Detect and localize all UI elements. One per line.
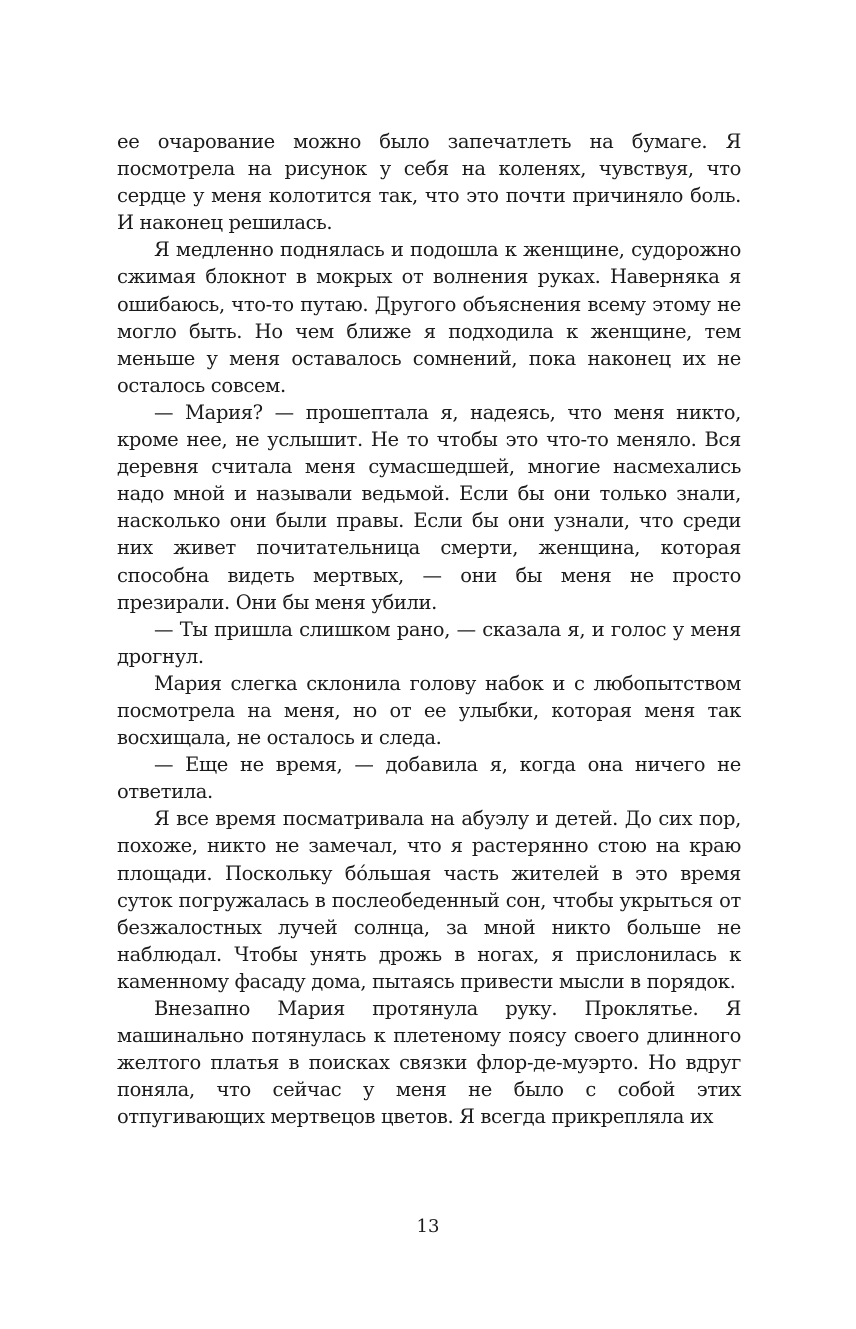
paragraph: Мария слегка склонила голову набок и с любопытством посмотрела на меня, но от ее улыбки, которая меня так восхищала, не осталось и следа. bbox=[117, 671, 741, 750]
paragraph: Внезапно Мария протянула руку. Проклятье. Я машинально потянулась к плетеному поясу своего длинного желтого платья в поисках связки флор-де-муэрто. Но вдруг поняла, что сейчас у меня не было с собой этих отпугивающих мертвецов цветов. Я всегда прикрепляла их bbox=[117, 997, 741, 1129]
paragraph: ее очарование можно было запечатлеть на бумаге. Я посмотрела на рисунок у себя на коленях, чувствуя, что сердце у меня колотится так, что это почти причиняло боль. И наконец решилась. bbox=[117, 130, 741, 235]
paragraph-dialogue: — Ты пришла слишком рано, — сказала я, и голос у меня дрогнул. bbox=[117, 617, 741, 668]
paragraph: Я медленно поднялась и подошла к женщине, судорожно сжимая блокнот в мокрых от волнения руках. Наверняка я ошибаюсь, что-то путаю. Другого объяснения всему этому не могло быть. Но чем ближе я подходила к женщине, тем меньше у меня оставалось сомнений, пока наконец их не осталось совсем. bbox=[117, 238, 741, 397]
page-number: 13 bbox=[416, 1216, 440, 1237]
body-text bbox=[117, 128, 741, 1130]
paragraph-dialogue: — Мария? — прошептала я, надеясь, что меня никто, кроме нее, не услышит. Не то чтобы это что-то меняло. Вся деревня считала меня сумасшедшей, многие насмехались надо мной и называли ведьмой. Если бы они только знали, насколько они были правы. Если бы они узнали, что среди них живет почитательница смерти, женщина, которая способна видеть мертвых, — они бы меня не просто презирали. Они бы меня убили. bbox=[117, 400, 741, 614]
paragraph: Я все время посматривала на абуэлу и детей. До сих пор, похоже, никто не замечал, что я растерянно стою на краю площади. Поскольку бо́льшая часть жителей в это время суток погружалась в послеобеденный сон, чтобы укрыться от безжалостных лучей солнца, за мной никто больше не наблюдал. Чтобы унять дрожь в ногах, я прислонилась к каменному фасаду дома, пытаясь привести мысли в порядок. bbox=[117, 807, 741, 993]
paragraph-dialogue: — Еще не время, — добавила я, когда она ничего не ответила. bbox=[117, 753, 741, 804]
